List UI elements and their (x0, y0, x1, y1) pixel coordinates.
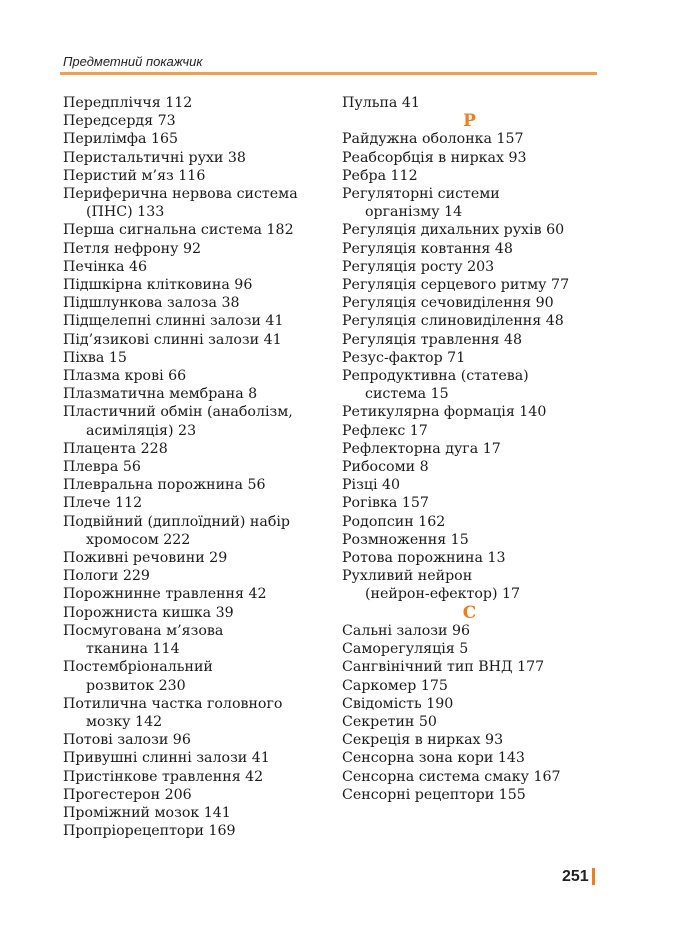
index-entry-term: Плазма крові 66 (63, 368, 187, 385)
index-entry-continuation: розвиток 230 (86, 677, 186, 694)
index-entry-term: Регуляція слиновиділення 48 (342, 313, 564, 330)
index-entry-term: Різці 40 (342, 477, 401, 494)
index-entry (63, 476, 323, 494)
index-entry (342, 312, 612, 330)
index-entry-term: Потилична частка головного (63, 695, 283, 712)
index-entry-term: Передсердя 73 (63, 113, 176, 130)
index-entry (63, 94, 323, 112)
index-entry (342, 130, 612, 148)
index-entry (63, 440, 323, 458)
index-entry (63, 567, 323, 585)
index-entry (342, 476, 612, 494)
index-entry-term: Потові залози 96 (63, 732, 191, 749)
index-entry (342, 94, 612, 112)
index-entry (63, 731, 323, 749)
index-entry (342, 167, 612, 185)
index-entry (342, 768, 612, 786)
index-entry-term: Перистий м’яз 116 (63, 167, 206, 184)
index-entry-continuation: асиміляція) 23 (86, 422, 197, 439)
index-entry-term: Сенсорна система смаку 167 (342, 768, 561, 785)
index-entry-term: Подвійний (диплоїдний) набір (63, 513, 291, 530)
index-entry (342, 331, 612, 349)
index-entry (63, 385, 323, 403)
index-entry (342, 749, 612, 767)
index-entry-term: Регуляція серцевого ритму 77 (342, 277, 570, 294)
index-entry (342, 658, 612, 676)
index-entry (342, 731, 612, 749)
index-entry (342, 349, 612, 367)
index-entry-term: Резус-фактор 71 (342, 349, 466, 366)
index-column-right (342, 94, 612, 804)
index-entry (342, 549, 612, 567)
index-entry-term: Рибосоми 8 (342, 459, 429, 476)
index-entry-continuation: мозку 142 (86, 713, 163, 730)
index-entry (63, 312, 323, 330)
index-entry-term: Порожнинне травлення 42 (63, 586, 267, 603)
index-entry-term: Привушні слинні залози 41 (63, 750, 270, 767)
index-entry (342, 458, 612, 476)
index-entry (63, 658, 323, 694)
index-entry (63, 695, 323, 731)
index-entry-term: Свідомість 190 (342, 695, 454, 712)
index-entry (342, 440, 612, 458)
index-entry-term: Рефлекс 17 (342, 422, 428, 439)
index-entry-term: Ребра 112 (342, 167, 418, 184)
index-entry-term: Підшкірна клітковина 96 (63, 277, 253, 294)
index-entry (342, 240, 612, 258)
index-entry (342, 294, 612, 312)
index-entry (63, 240, 323, 258)
index-entry-term: Посмугована м’язова (63, 622, 224, 639)
index-entry-term: Регуляція сечовиділення 90 (342, 295, 554, 312)
index-entry-term: Печінка 46 (63, 258, 148, 275)
index-entry-term: Рухливий нейрон (342, 568, 473, 585)
index-entry (63, 331, 323, 349)
index-entry-term: Рефлекторна дуга 17 (342, 440, 501, 457)
index-entry-continuation: система 15 (365, 386, 449, 403)
index-entry (63, 185, 323, 221)
index-entry-term: Сенсорні рецептори 155 (342, 786, 526, 803)
section-letter: Р (463, 111, 476, 132)
index-entry (63, 258, 323, 276)
index-entry (342, 640, 612, 658)
index-entry-term: Пристінкове травлення 42 (63, 768, 264, 785)
index-entry (342, 185, 612, 221)
index-entry (342, 622, 612, 640)
index-entry (63, 549, 323, 567)
index-entry (342, 677, 612, 695)
index-entry (63, 749, 323, 767)
index-entry-term: Сангвінічний тип ВНД 177 (342, 659, 545, 676)
index-entry-term: Репродуктивна (статева) (342, 368, 529, 385)
index-entry-term: Секреція в нирках 93 (342, 732, 504, 749)
index-entry-term: Підшлункова залоза 38 (63, 295, 240, 312)
index-entry-term: Родопсин 162 (342, 513, 446, 530)
page-header-title: Предметний покажчик (63, 54, 203, 69)
index-entry (63, 494, 323, 512)
index-entry (63, 822, 323, 840)
index-entry (63, 513, 323, 549)
index-entry-term: Саморегуляція 5 (342, 641, 469, 658)
index-entry-term: Плацента 228 (63, 440, 168, 457)
index-entry-term: Пропріорецептори 169 (63, 823, 236, 840)
index-entry-term: Рогівка 157 (342, 495, 429, 512)
index-entry-continuation: (ПНС) 133 (86, 204, 165, 221)
index-entry-term: Петля нефрону 92 (63, 240, 202, 257)
page-number: 251 (562, 868, 589, 885)
index-entry (342, 713, 612, 731)
index-entry-term: Ретикулярна формація 140 (342, 404, 547, 421)
index-entry-term: Проміжний мозок 141 (63, 804, 231, 821)
index-column-left (63, 94, 323, 840)
index-entry-term: Регуляція дихальних рухів 60 (342, 222, 565, 239)
index-entry-continuation: тканина 114 (86, 641, 180, 658)
index-entry (63, 585, 323, 603)
index-entry-term: Постембріональний (63, 659, 213, 676)
index-entry (342, 276, 612, 294)
index-entry (63, 221, 323, 239)
index-entry (63, 604, 323, 622)
index-entry-continuation: організму 14 (365, 204, 463, 221)
header-divider (60, 72, 597, 75)
index-entry-term: Піхва 15 (63, 349, 127, 366)
index-entry-term: Плазматична мембрана 8 (63, 386, 258, 403)
index-entry (342, 403, 612, 421)
index-entry-term: Пластичний обмін (анаболізм, (63, 404, 293, 421)
index-entry-term: Перистальтичні рухи 38 (63, 149, 246, 166)
index-entry-term: Пульпа 41 (342, 95, 420, 111)
index-entry (342, 531, 612, 549)
index-entry (342, 422, 612, 440)
index-entry-continuation: хромосом 222 (86, 531, 191, 548)
index-entry (63, 804, 323, 822)
index-entry-term: Передпліччя 112 (63, 95, 193, 111)
index-entry (63, 130, 323, 148)
index-entry-term: Під’язикові слинні залози 41 (63, 331, 282, 348)
index-entry (342, 258, 612, 276)
index-entry-term: Регуляція травлення 48 (342, 331, 523, 348)
index-entry (342, 149, 612, 167)
index-entry-term: Секретин 50 (342, 713, 437, 730)
index-entry-term: Прогестерон 206 (63, 786, 192, 803)
index-entry-term: Перилімфа 165 (63, 131, 179, 148)
index-entry-term: Сенсорна зона кори 143 (342, 750, 525, 767)
index-entry-term: Порожниста кишка 39 (63, 604, 234, 621)
index-entry (342, 513, 612, 531)
index-entry-term: Пологи 229 (63, 568, 150, 585)
index-entry-term: Регуляція росту 203 (342, 258, 495, 275)
index-entry (63, 294, 323, 312)
index-entry-term: Сальні залози 96 (342, 622, 471, 639)
index-entry (63, 622, 323, 658)
index-entry (342, 786, 612, 804)
index-entry (63, 149, 323, 167)
index-entry (63, 349, 323, 367)
index-entry (342, 695, 612, 713)
index-entry-term: Реабсорбція в нирках 93 (342, 149, 527, 166)
index-entry (63, 786, 323, 804)
index-entry-term: Плевра 56 (63, 459, 141, 476)
index-entry-term: Регуляція ковтання 48 (342, 240, 513, 257)
index-entry (63, 403, 323, 439)
index-entry (63, 458, 323, 476)
index-entry-term: Периферична нервова система (63, 186, 298, 203)
index-entry (342, 567, 612, 603)
index-entry (342, 221, 612, 239)
index-entry-term: Поживні речовини 29 (63, 550, 228, 567)
index-entry-term: Розмноження 15 (342, 531, 469, 548)
index-entry (63, 112, 323, 130)
index-entry (342, 367, 612, 403)
index-entry (63, 167, 323, 185)
index-entry-term: Регуляторні системи (342, 186, 500, 203)
index-entry (63, 367, 323, 385)
index-entry-term: Райдужна оболонка 157 (342, 131, 524, 148)
index-entry-term: Підщелепні слинні залози 41 (63, 313, 284, 330)
index-entry (63, 276, 323, 294)
index-entry-continuation: (нейрон-ефектор) 17 (365, 586, 521, 603)
index-entry-term: Перша сигнальна система 182 (63, 222, 294, 239)
index-entry-term: Плече 112 (63, 495, 143, 512)
index-entry (63, 768, 323, 786)
index-entry-term: Ротова порожнина 13 (342, 550, 506, 567)
index-entry-term: Плевральна порожнина 56 (63, 477, 266, 494)
index-entry (342, 494, 612, 512)
section-letter: С (462, 602, 477, 623)
index-entry-term: Саркомер 175 (342, 677, 448, 694)
page-number-marker (592, 868, 595, 885)
